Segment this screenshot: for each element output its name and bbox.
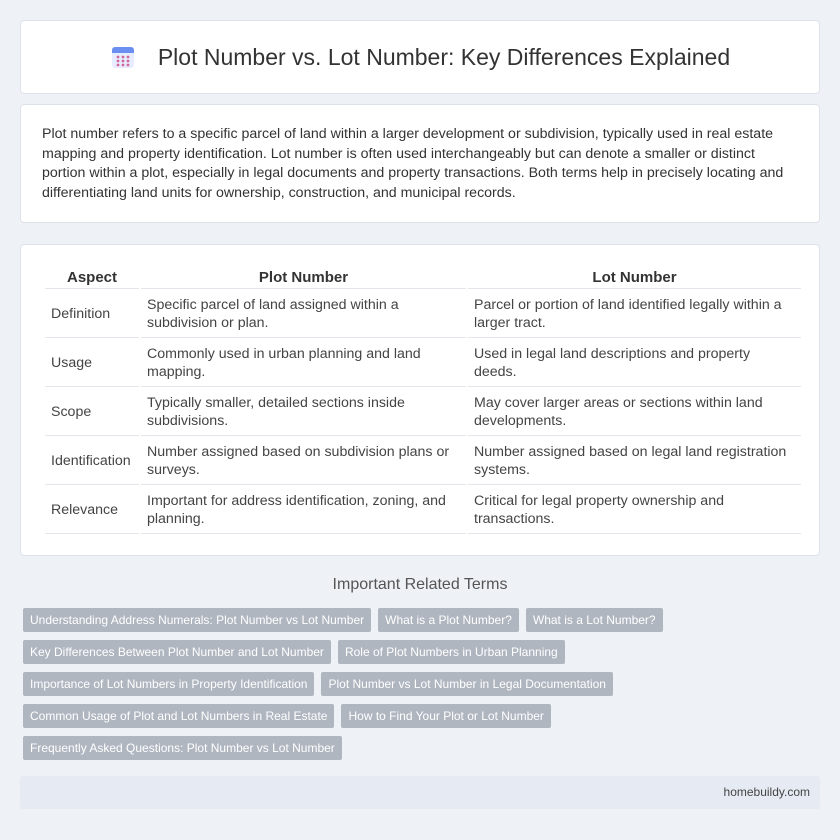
related-term-tag[interactable]: Understanding Address Numerals: Plot Number vs Lot Number bbox=[23, 608, 371, 632]
intro-card bbox=[20, 104, 820, 223]
page-title: Plot Number vs. Lot Number: Key Differences Explained bbox=[157, 43, 731, 70]
table-header-row bbox=[45, 267, 801, 289]
related-term-tag[interactable]: Role of Plot Numbers in Urban Planning bbox=[338, 640, 565, 664]
footer-site-link[interactable]: homebuildy.com bbox=[723, 785, 810, 799]
row-aspect: Definition bbox=[45, 291, 139, 338]
related-terms-heading: Important Related Terms bbox=[332, 576, 508, 593]
intro-text: Plot number refers to a specific parcel of land within a larger development or subdivision, typically used in real estate mapping and property identification. Lot number is often used interchangeably but can denote a smaller or distinct portion within a plot, especially in legal documents and property transactions. Both terms help in precisely locating and differentiating land units for ownership, construction, and municipal records. bbox=[42, 126, 784, 201]
header-aspect: Aspect bbox=[45, 267, 139, 289]
comparison-table-card bbox=[20, 244, 820, 556]
related-term-tag[interactable]: Key Differences Between Plot Number and Lot Number bbox=[23, 640, 331, 664]
related-term-tag[interactable]: How to Find Your Plot or Lot Number bbox=[341, 704, 550, 728]
related-term-tag[interactable]: Common Usage of Plot and Lot Numbers in Real Estate bbox=[23, 704, 334, 728]
row-plot-value: Typically smaller, detailed sections inside subdivisions. bbox=[141, 389, 466, 436]
header-plot-number: Plot Number bbox=[141, 267, 466, 289]
related-term-tag[interactable]: Importance of Lot Numbers in Property Identification bbox=[23, 672, 314, 696]
table-row bbox=[45, 487, 801, 534]
table-row bbox=[45, 291, 801, 338]
row-plot-value: Commonly used in urban planning and land mapping. bbox=[141, 340, 466, 387]
related-terms-section bbox=[20, 576, 820, 768]
calendar-icon bbox=[110, 44, 136, 70]
title-card bbox=[20, 20, 820, 94]
related-term-tag[interactable]: Plot Number vs Lot Number in Legal Documentation bbox=[321, 672, 612, 696]
footer bbox=[20, 776, 820, 809]
row-aspect: Identification bbox=[45, 438, 139, 485]
comparison-table bbox=[43, 265, 803, 536]
row-lot-value: Parcel or portion of land identified legally within a larger tract. bbox=[468, 291, 801, 338]
row-lot-value: Used in legal land descriptions and property deeds. bbox=[468, 340, 801, 387]
row-aspect: Usage bbox=[45, 340, 139, 387]
row-aspect: Relevance bbox=[45, 487, 139, 534]
row-aspect: Scope bbox=[45, 389, 139, 436]
row-plot-value: Important for address identification, zoning, and planning. bbox=[141, 487, 466, 534]
row-lot-value: Critical for legal property ownership and transactions. bbox=[468, 487, 801, 534]
related-terms-tags bbox=[20, 608, 680, 768]
related-term-tag[interactable]: What is a Lot Number? bbox=[526, 608, 663, 632]
row-lot-value: May cover larger areas or sections within land developments. bbox=[468, 389, 801, 436]
row-plot-value: Specific parcel of land assigned within a subdivision or plan. bbox=[141, 291, 466, 338]
table-row bbox=[45, 438, 801, 485]
table-row bbox=[45, 340, 801, 387]
table-row bbox=[45, 389, 801, 436]
row-lot-value: Number assigned based on legal land registration systems. bbox=[468, 438, 801, 485]
row-plot-value: Number assigned based on subdivision plans or surveys. bbox=[141, 438, 466, 485]
header-lot-number: Lot Number bbox=[468, 267, 801, 289]
related-term-tag[interactable]: Frequently Asked Questions: Plot Number vs Lot Number bbox=[23, 736, 342, 760]
related-term-tag[interactable]: What is a Plot Number? bbox=[378, 608, 519, 632]
